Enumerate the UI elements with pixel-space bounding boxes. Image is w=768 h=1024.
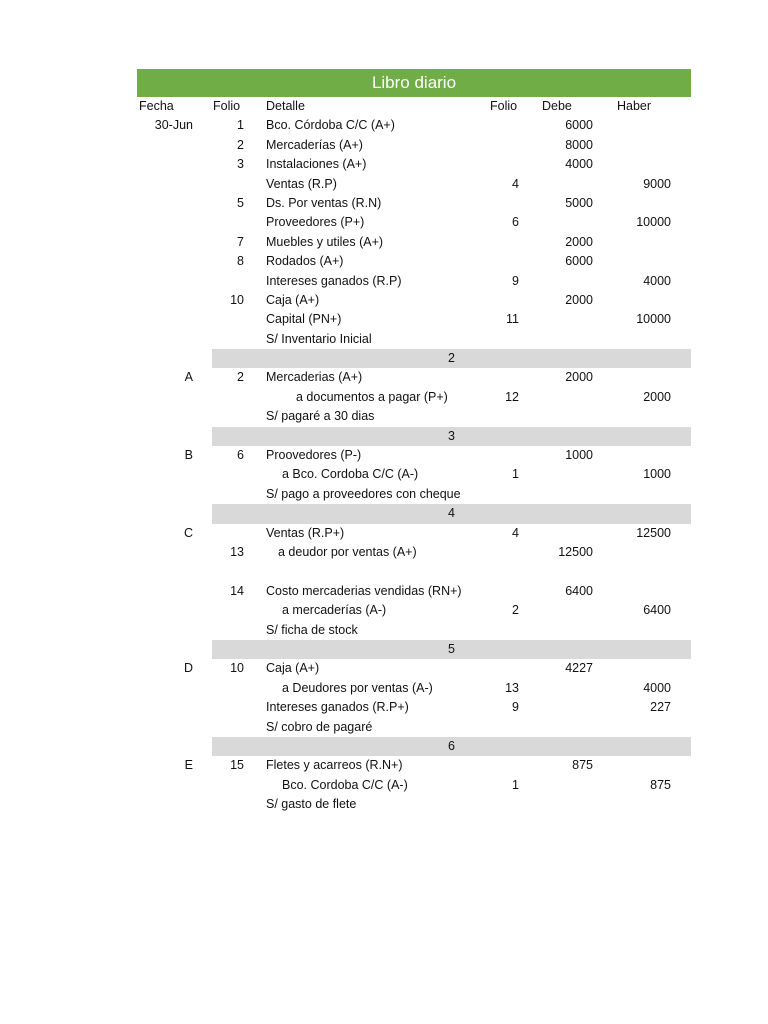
cell-debe: 6000 bbox=[565, 254, 593, 269]
table-row bbox=[137, 795, 691, 814]
table-row bbox=[137, 698, 691, 717]
header-debe: Debe bbox=[542, 99, 572, 113]
cell-detalle: Mercaderias (A+) bbox=[266, 370, 363, 385]
cell-folio: 8 bbox=[237, 254, 244, 269]
table-row bbox=[137, 310, 691, 329]
cell-detalle: Instalaciones (A+) bbox=[266, 157, 367, 172]
entry-number: 2 bbox=[212, 349, 691, 368]
cell-detalle: Ventas (R.P+) bbox=[266, 525, 345, 540]
cell-debe: 6000 bbox=[565, 118, 593, 133]
table-row bbox=[137, 407, 691, 426]
table-row bbox=[137, 776, 691, 795]
cell-folio-mayor: 12 bbox=[505, 389, 519, 404]
cell-folio: 10 bbox=[230, 292, 244, 307]
cell-debe: 4000 bbox=[565, 157, 593, 172]
cell-haber: 2000 bbox=[643, 389, 671, 404]
header-folio-mayor: Folio bbox=[490, 99, 518, 113]
cell-folio-mayor: 9 bbox=[512, 273, 519, 288]
table-row bbox=[137, 601, 691, 620]
table-row bbox=[137, 155, 691, 174]
cell-detalle: a deudor por ventas (A+) bbox=[278, 544, 417, 559]
table-row bbox=[137, 562, 691, 581]
cell-haber: 12500 bbox=[636, 525, 671, 540]
cell-detalle: Proovedores (P-) bbox=[266, 448, 362, 463]
journal-title: Libro diario bbox=[137, 69, 691, 97]
table-row bbox=[137, 659, 691, 678]
cell-debe: 5000 bbox=[565, 195, 593, 210]
cell-debe: 875 bbox=[572, 758, 593, 773]
cell-folio: 7 bbox=[237, 234, 244, 249]
entry-separator bbox=[137, 737, 691, 756]
entry-separator bbox=[137, 640, 691, 659]
table-row bbox=[137, 679, 691, 698]
journal-rows bbox=[137, 116, 691, 814]
cell-debe: 4227 bbox=[565, 661, 593, 676]
cell-debe: 2000 bbox=[565, 292, 593, 307]
journal-sheet bbox=[137, 69, 691, 814]
entry-separator bbox=[137, 349, 691, 368]
table-row bbox=[137, 543, 691, 562]
entry-number: 5 bbox=[212, 640, 691, 659]
cell-fecha: B bbox=[184, 448, 193, 463]
cell-detalle: Caja (A+) bbox=[266, 292, 320, 307]
cell-fecha: 30-Jun bbox=[154, 118, 193, 133]
cell-folio-mayor: 1 bbox=[512, 777, 519, 792]
cell-detalle: Mercaderías (A+) bbox=[266, 137, 363, 152]
cell-detalle: a documentos a pagar (P+) bbox=[296, 389, 448, 404]
cell-fecha: A bbox=[184, 370, 193, 385]
entry-number: 3 bbox=[212, 427, 691, 446]
cell-haber: 875 bbox=[650, 777, 671, 792]
cell-debe: 6400 bbox=[565, 583, 593, 598]
table-row bbox=[137, 330, 691, 349]
cell-haber: 227 bbox=[650, 700, 671, 715]
cell-detalle: S/ cobro de pagaré bbox=[266, 719, 373, 734]
entry-separator bbox=[137, 427, 691, 446]
cell-folio: 1 bbox=[237, 118, 244, 133]
table-row bbox=[137, 485, 691, 504]
cell-haber: 4000 bbox=[643, 680, 671, 695]
cell-folio-mayor: 4 bbox=[512, 525, 519, 540]
cell-folio-mayor: 11 bbox=[506, 312, 519, 327]
cell-folio: 3 bbox=[237, 157, 244, 172]
cell-detalle: a Bco. Cordoba C/C (A-) bbox=[282, 467, 419, 482]
table-row bbox=[137, 194, 691, 213]
cell-detalle: S/ pago a proveedores con cheque bbox=[266, 486, 461, 501]
cell-detalle: a mercaderías (A-) bbox=[282, 603, 387, 618]
cell-detalle: S/ ficha de stock bbox=[266, 622, 358, 637]
table-row bbox=[137, 524, 691, 543]
cell-fecha: C bbox=[183, 525, 193, 540]
cell-fecha: D bbox=[183, 661, 193, 676]
cell-folio: 6 bbox=[237, 448, 244, 463]
cell-detalle: S/ gasto de flete bbox=[266, 797, 357, 812]
cell-debe: 2000 bbox=[565, 234, 593, 249]
cell-detalle: a Deudores por ventas (A-) bbox=[282, 680, 433, 695]
cell-detalle: Caja (A+) bbox=[266, 661, 320, 676]
cell-folio: 15 bbox=[230, 758, 244, 773]
cell-detalle: Rodados (A+) bbox=[266, 254, 344, 269]
cell-detalle: Fletes y acarreos (R.N+) bbox=[266, 758, 403, 773]
cell-folio: 2 bbox=[237, 370, 244, 385]
table-row bbox=[137, 136, 691, 155]
cell-folio: 2 bbox=[237, 137, 244, 152]
cell-detalle: Proveedores (P+) bbox=[266, 215, 365, 230]
cell-detalle: Bco. Córdoba C/C (A+) bbox=[266, 118, 395, 133]
cell-haber: 10000 bbox=[636, 215, 671, 230]
cell-debe: 1000 bbox=[565, 448, 593, 463]
cell-folio-mayor: 4 bbox=[512, 176, 519, 191]
table-row bbox=[137, 252, 691, 271]
cell-haber: 6400 bbox=[643, 603, 671, 618]
table-row bbox=[137, 175, 691, 194]
header-folio: Folio bbox=[213, 99, 241, 113]
cell-detalle: Intereses ganados (R.P+) bbox=[266, 700, 409, 715]
cell-haber: 4000 bbox=[643, 273, 671, 288]
cell-detalle: S/ Inventario Inicial bbox=[266, 331, 372, 346]
cell-debe: 2000 bbox=[565, 370, 593, 385]
entry-number: 4 bbox=[212, 504, 691, 523]
header-detalle: Detalle bbox=[266, 99, 305, 113]
cell-debe: 12500 bbox=[558, 544, 593, 559]
cell-detalle: Bco. Cordoba C/C (A-) bbox=[282, 777, 408, 792]
table-row bbox=[137, 368, 691, 387]
entry-number: 6 bbox=[212, 737, 691, 756]
cell-detalle: Muebles y utiles (A+) bbox=[266, 234, 384, 249]
cell-folio-mayor: 2 bbox=[512, 603, 519, 618]
table-row bbox=[137, 718, 691, 737]
table-row bbox=[137, 116, 691, 135]
cell-folio: 10 bbox=[230, 661, 244, 676]
cell-detalle: Capital (PN+) bbox=[266, 312, 342, 327]
table-row bbox=[137, 621, 691, 640]
table-row bbox=[137, 213, 691, 232]
table-row bbox=[137, 291, 691, 310]
cell-haber: 9000 bbox=[643, 176, 671, 191]
cell-detalle: Costo mercaderias vendidas (RN+) bbox=[266, 583, 462, 598]
cell-detalle: Ventas (R.P) bbox=[266, 176, 337, 191]
table-row bbox=[137, 465, 691, 484]
table-row bbox=[137, 233, 691, 252]
cell-fecha: E bbox=[184, 758, 193, 773]
table-row bbox=[137, 272, 691, 291]
cell-detalle: Ds. Por ventas (R.N) bbox=[266, 195, 382, 210]
cell-detalle: S/ pagaré a 30 dias bbox=[266, 409, 375, 424]
cell-haber: 1000 bbox=[643, 467, 671, 482]
table-row bbox=[137, 582, 691, 601]
header-row bbox=[137, 97, 691, 116]
table-row bbox=[137, 756, 691, 775]
cell-folio: 5 bbox=[237, 195, 244, 210]
cell-haber: 10000 bbox=[636, 312, 671, 327]
entry-separator bbox=[137, 504, 691, 523]
cell-folio: 14 bbox=[230, 583, 244, 598]
cell-folio-mayor: 13 bbox=[505, 680, 519, 695]
cell-debe: 8000 bbox=[565, 137, 593, 152]
header-fecha: Fecha bbox=[139, 99, 174, 113]
cell-detalle: Intereses ganados (R.P) bbox=[266, 273, 402, 288]
table-row bbox=[137, 446, 691, 465]
header-haber: Haber bbox=[617, 99, 652, 113]
cell-folio-mayor: 9 bbox=[512, 700, 519, 715]
cell-folio-mayor: 1 bbox=[512, 467, 519, 482]
cell-folio: 13 bbox=[230, 544, 244, 559]
table-row bbox=[137, 388, 691, 407]
cell-folio-mayor: 6 bbox=[512, 215, 519, 230]
